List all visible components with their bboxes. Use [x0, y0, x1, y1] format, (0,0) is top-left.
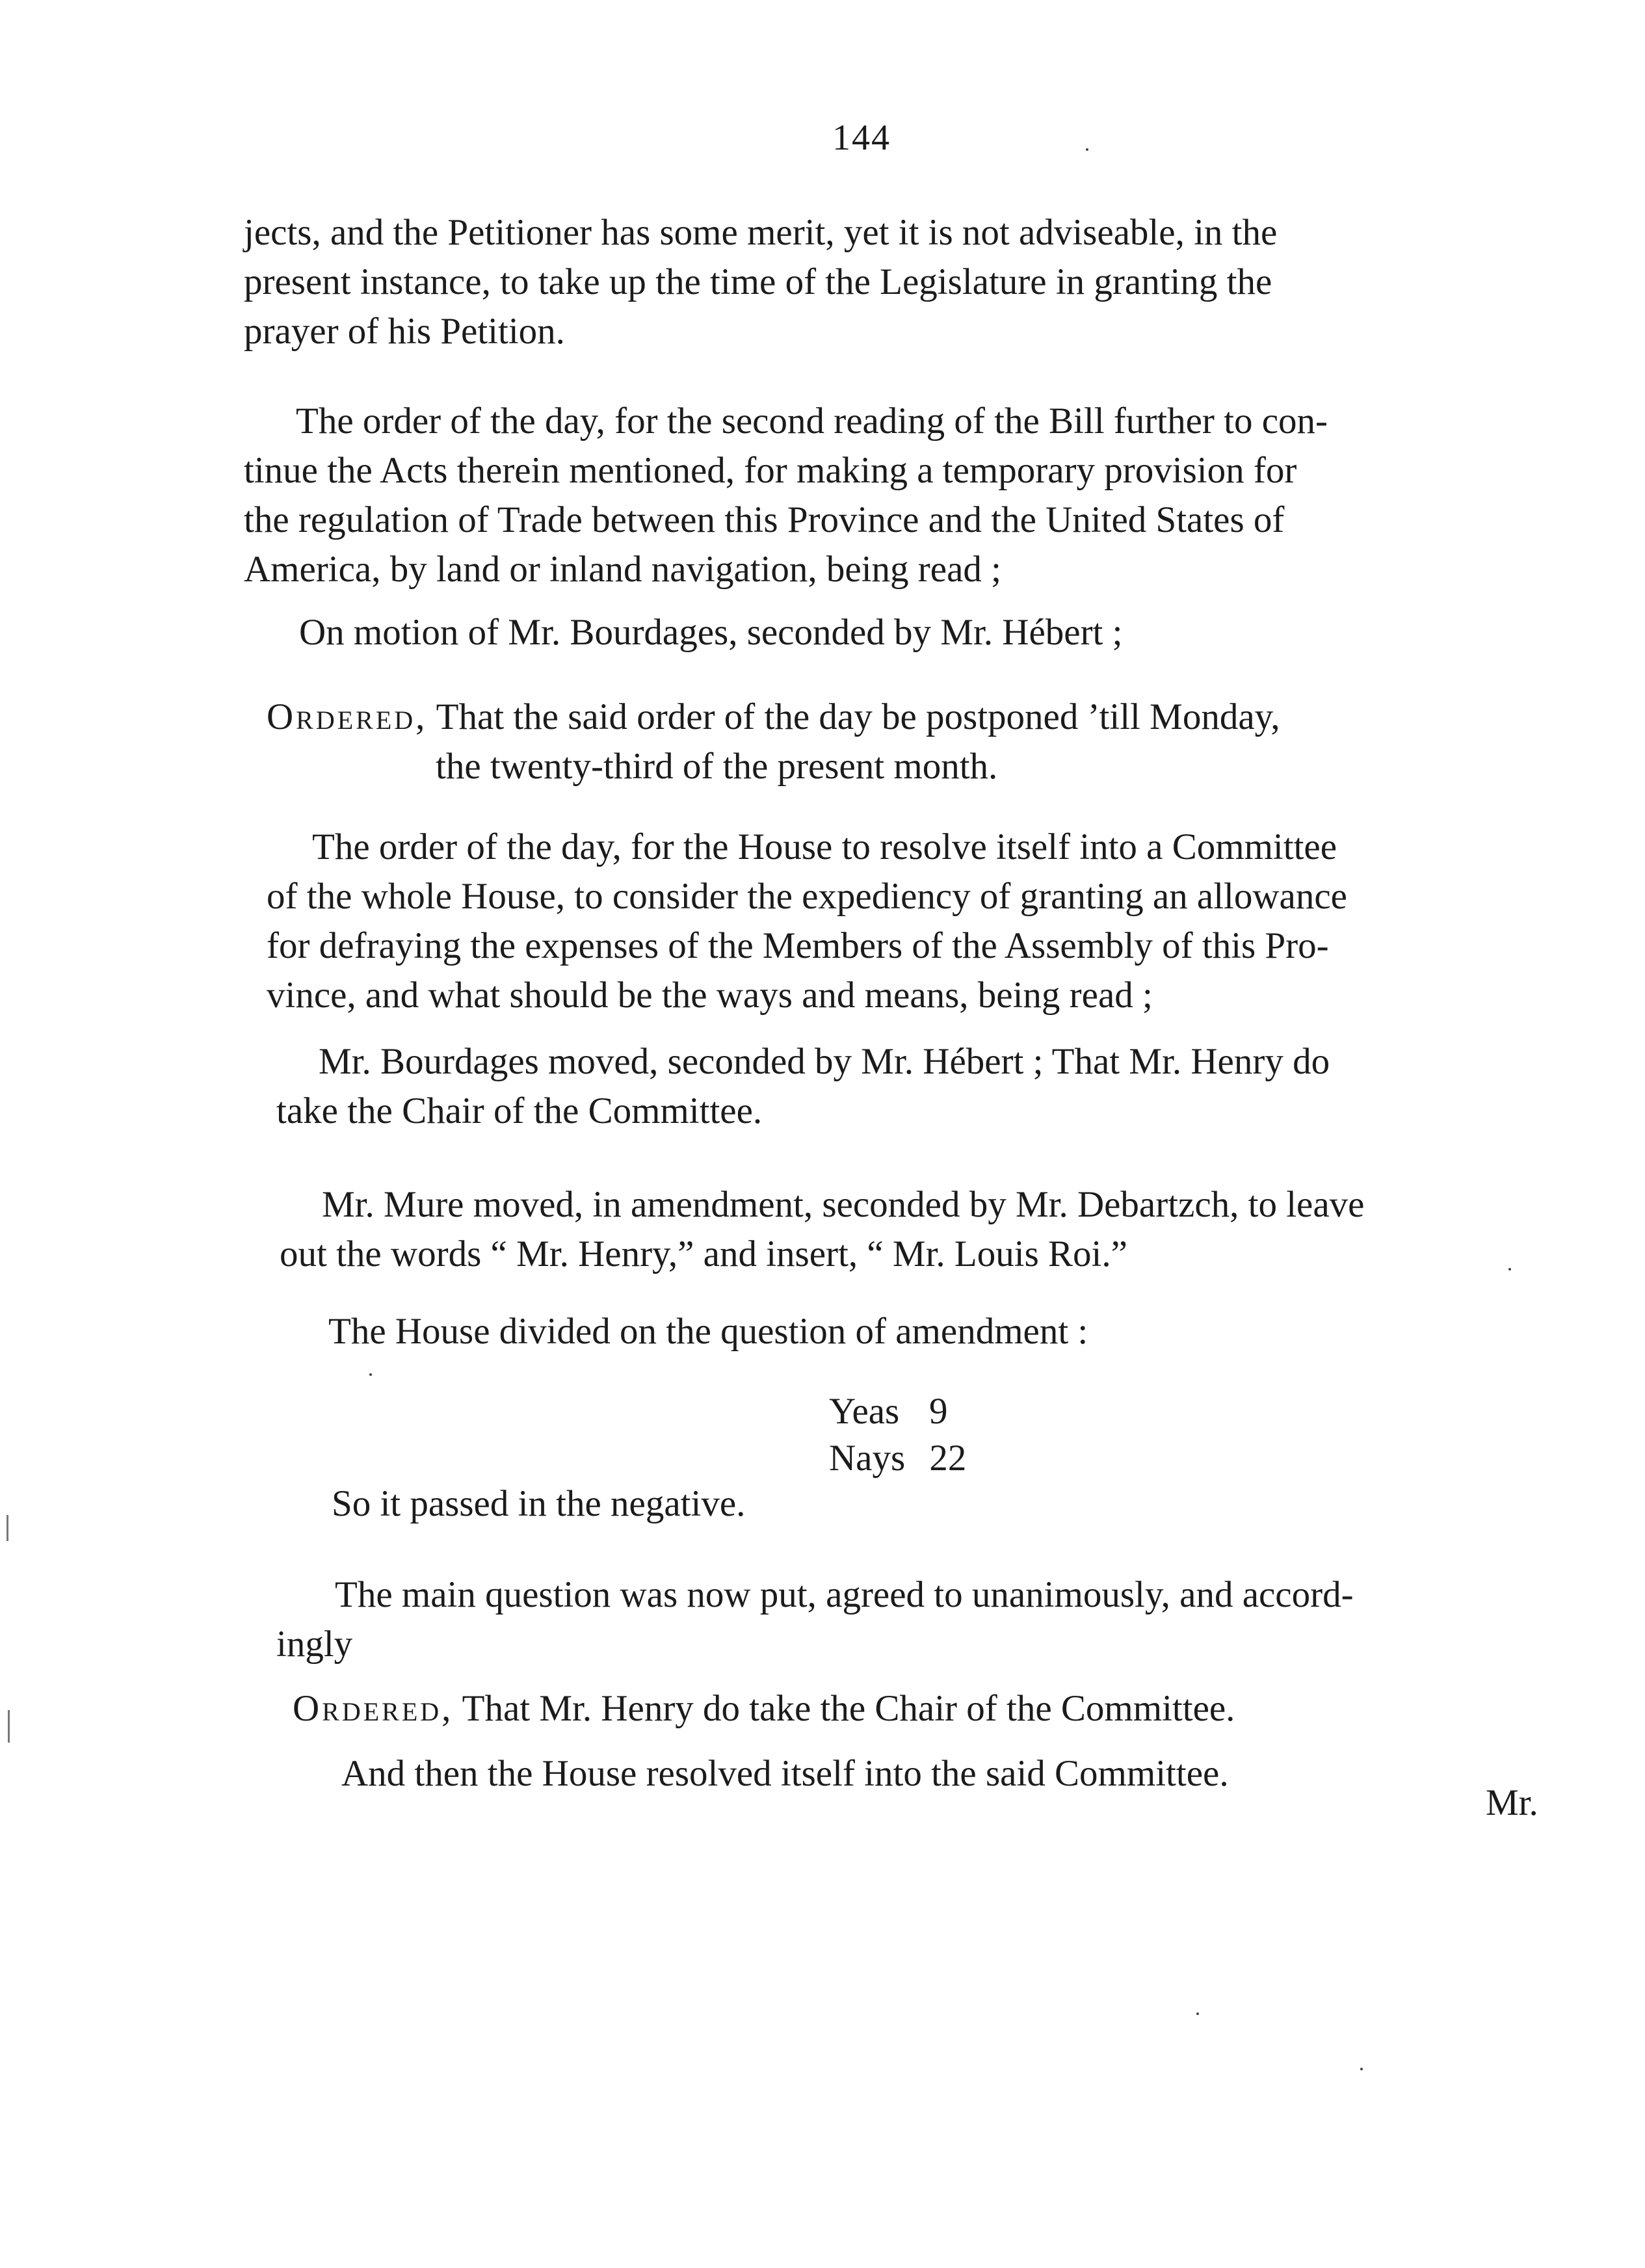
paragraph-mure-amendment — [280, 1180, 1364, 1279]
text-line: Mr. Bourdages moved, seconded by Mr. Hébert ; That Mr. Henry do — [319, 1041, 1330, 1082]
paragraph-resolved-committee — [341, 1749, 1229, 1799]
text-line: the twenty-third of the present month. — [436, 746, 998, 787]
text-line: prayer of his Petition. — [244, 311, 565, 352]
text-line: So it passed in the negative. — [332, 1483, 746, 1524]
text-segment: That Mr. Henry do take the Chair of the Committee. — [453, 1688, 1235, 1729]
text-line: tinue the Acts therein mentioned, for making a temporary provision for — [244, 450, 1297, 491]
text-line: The main question was now put, agreed to unanimously, and accord- — [335, 1574, 1354, 1615]
text-segment: That the said order of the day be postponed ’till Monday, — [427, 696, 1280, 737]
text-line — [293, 1684, 1235, 1734]
text-line: take the Chair of the Committee. — [276, 1090, 763, 1131]
paragraph-house-divided — [328, 1307, 1088, 1356]
paragraph-trade-bill-order — [244, 397, 1328, 594]
paragraph-main-question — [276, 1570, 1354, 1669]
yeas-label: Yeas — [829, 1391, 900, 1432]
paragraph-negative — [332, 1479, 745, 1529]
yeas-count: 9 — [929, 1391, 948, 1432]
vote-nays — [829, 1435, 966, 1482]
text-line: jects, and the Petitioner has some merit, yet it is not adviseable, in the — [244, 212, 1278, 253]
vote-yeas — [829, 1388, 948, 1435]
text-line: present instance, to take up the time of the Legislature in granting the — [244, 261, 1272, 302]
text-line: America, by land or inland navigation, being read ; — [244, 549, 1001, 590]
margin-mark — [7, 1515, 8, 1541]
text-line: And then the House resolved itself into the said Committee. — [341, 1753, 1229, 1794]
page-number: 144 — [832, 118, 891, 158]
text-line: The order of the day, for the second reading of the Bill further to con- — [296, 401, 1328, 442]
nays-label: Nays — [829, 1438, 906, 1479]
text-line: ingly — [276, 1624, 353, 1665]
text-line — [267, 692, 1280, 742]
print-speck — [369, 1373, 372, 1376]
paragraph-committee-order — [267, 823, 1347, 1020]
catchword: Mr. — [1486, 1782, 1538, 1823]
paragraph-bourdages-moved — [276, 1037, 1330, 1136]
paragraph-ordered-postponed — [267, 692, 1280, 791]
paragraph-petition-conclusion — [244, 208, 1277, 356]
print-speck — [1508, 1268, 1511, 1271]
text-line: The House divided on the question of amendment : — [328, 1311, 1088, 1352]
print-speck — [1360, 2068, 1363, 2070]
print-speck — [1196, 2012, 1199, 2015]
text-line: Mr. Mure moved, in amendment, seconded by Mr. Debartzch, to leave — [322, 1184, 1365, 1225]
nays-count: 22 — [929, 1438, 967, 1479]
text-line: On motion of Mr. Bourdages, seconded by Mr. Hébert ; — [299, 612, 1123, 653]
text-line: of the whole House, to consider the expediency of granting an allowance — [267, 876, 1347, 917]
ordered-label: Ordered, — [293, 1688, 454, 1729]
text-line: the regulation of Trade between this Province and the United States of — [244, 499, 1285, 540]
text-line: The order of the day, for the House to resolve itself into a Committee — [312, 826, 1337, 867]
print-speck — [1086, 148, 1088, 151]
margin-mark — [8, 1710, 10, 1743]
paragraph-motion-bourdages — [299, 608, 1122, 657]
text-line: vince, and what should be the ways and means, being read ; — [267, 975, 1153, 1016]
text-line: for defraying the expenses of the Members of the Assembly of this Pro- — [267, 925, 1329, 966]
ordered-label: Ordered, — [267, 696, 428, 737]
paragraph-ordered-chair — [293, 1684, 1235, 1734]
text-line: out the words “ Mr. Henry,” and insert, “ Mr. Louis Roi.” — [280, 1233, 1127, 1274]
